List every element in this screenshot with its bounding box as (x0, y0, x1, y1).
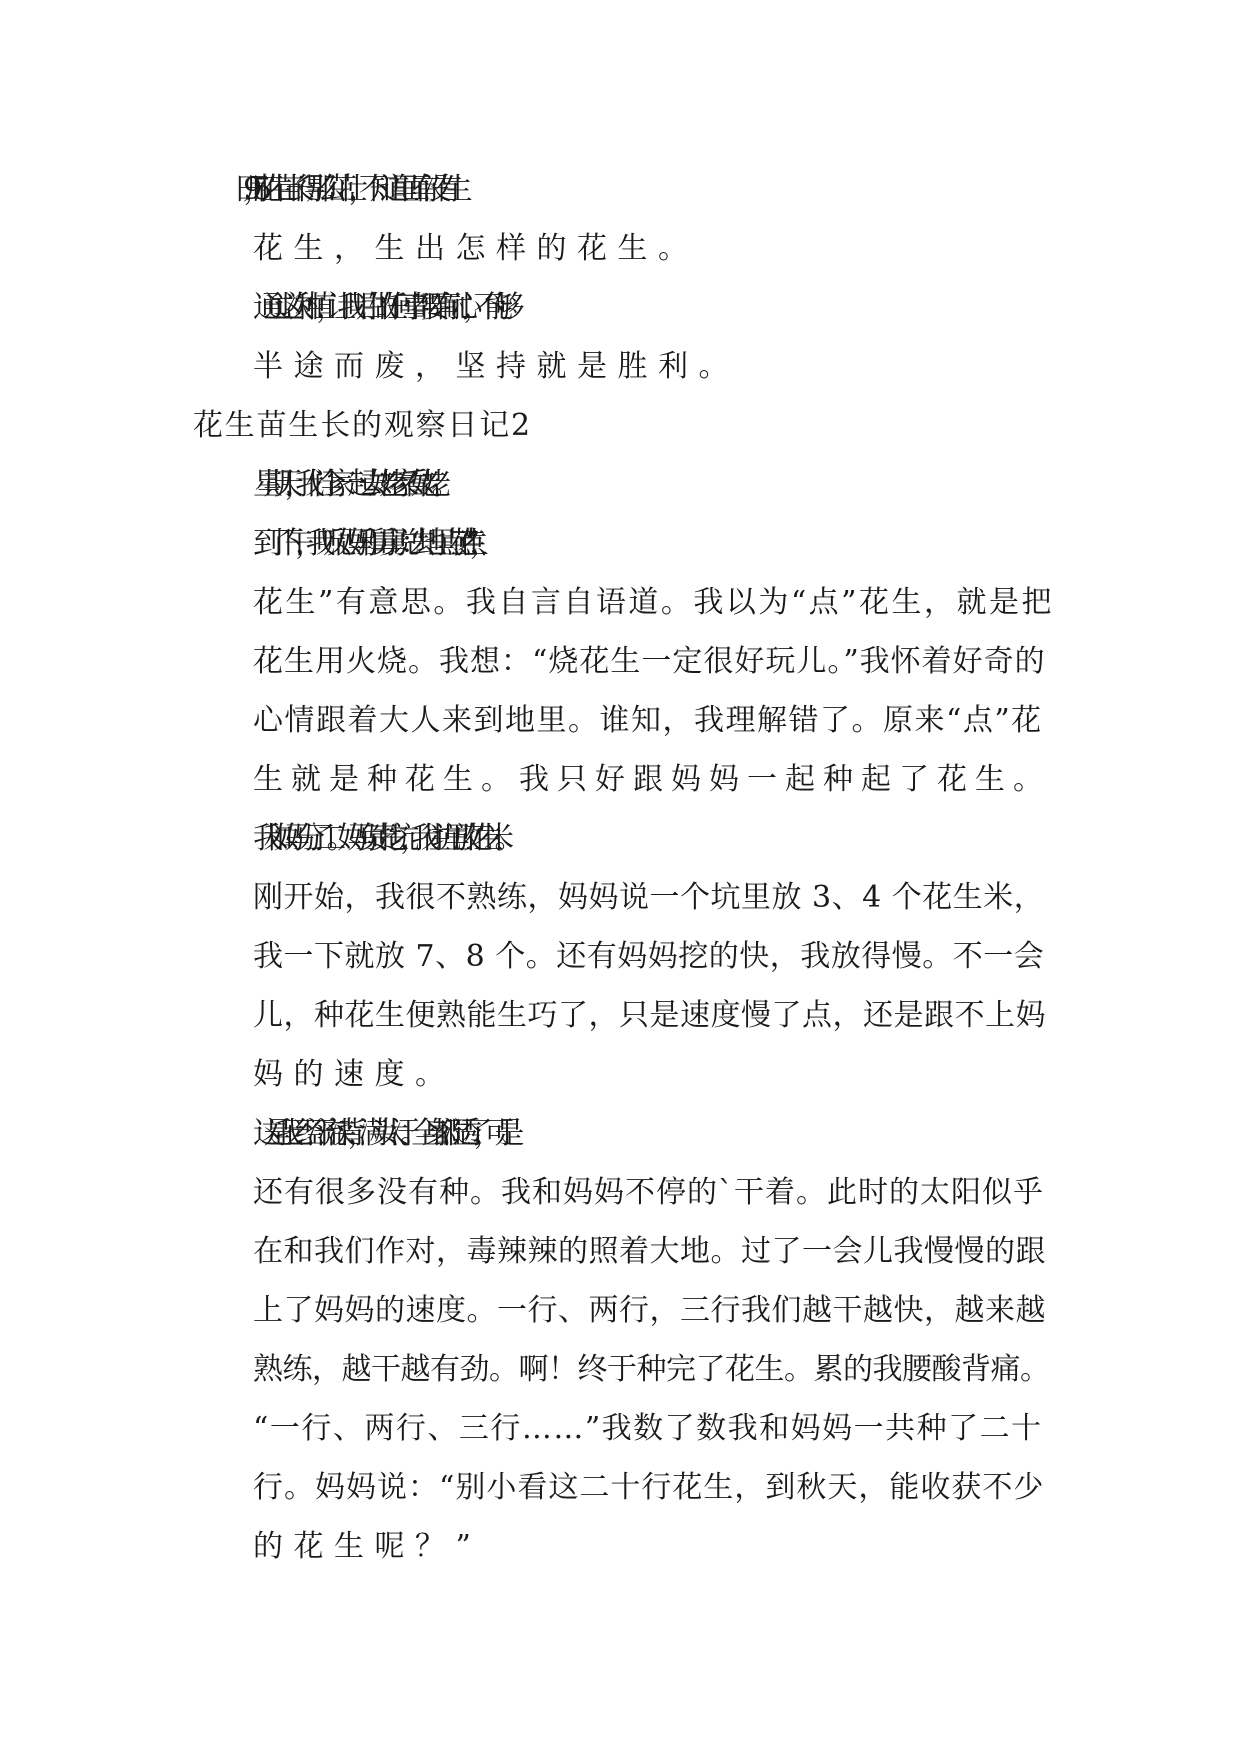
text-line: 生就是种花生。我只好跟妈妈一起种起了花生。 (253, 762, 1051, 797)
text-line: 的花生呢？” (253, 1529, 482, 1564)
text-line: 花生”有意思。我自言自语道。我以为“点”花生，就是把 (253, 585, 1055, 620)
text-line: 还有很多没有种。我和妈妈不停的`干着。此时的太阳似乎 (253, 1175, 1044, 1210)
text-line: 妈的速度。 (253, 1057, 456, 1092)
section-heading (193, 396, 1055, 455)
text-line: 花生用火烧。我想：“烧花生一定很好玩儿。”我怀着好奇的 (253, 644, 1046, 679)
text-line: 儿，种花生便熟能生巧了，只是速度慢了点，还是跟不上妈 (253, 998, 1046, 1033)
text-line: 通过这次种植，让我明白做任何事都要有耐心，不能够 (253, 290, 505, 325)
text-line: 我一下就放 7、8 个。还有妈妈挖的快，我放得慢。不一会 (253, 939, 1045, 974)
text-line: 我和妈妈分了工。妈妈负责挖坑，我往坑里放花生米。 (253, 821, 505, 856)
paragraph (193, 1104, 1055, 1576)
text-line: “一行、两行、三行……”我数了数我和妈妈一共种了二十 (253, 1411, 1043, 1446)
text-line: 5 月 9 日，花生苗长得那么茁壮，不知道里面有没有生 (253, 172, 454, 207)
paragraph (193, 809, 1055, 1104)
text-line: 心情跟着大人来到地里。谁知，我理解错了。原来“点”花 (253, 703, 1043, 738)
text-line: 花生，生出怎样的花生。 (253, 231, 699, 266)
text-line: 星期天，我们全家一起去姥姥家看姥姥。 (253, 467, 442, 502)
text-line: 熟练，越干越有劲。啊！终于种完了花生。累的我腰酸背痛。 (253, 1352, 1050, 1387)
text-line: 在和我们作对，毒辣辣的照着大地。过了一会儿我慢慢的跟 (253, 1234, 1046, 1269)
text-line: 行。妈妈说：“别小看这二十行花生，到秋天，能收获不少 (253, 1470, 1045, 1505)
text-line: 到了下午，我听见妈妈和舅舅说：“去地里点花生，”“点 (253, 526, 468, 561)
text-line: 这是我已经汗流浃背，满头大汗。全身都湿透了，可是 (253, 1116, 505, 1151)
paragraph (193, 455, 1055, 514)
text-line: 上了妈妈的速度。一行、两行，三行我们越干越快，越来越 (253, 1293, 1046, 1328)
paragraph (193, 160, 1055, 278)
paragraph (193, 514, 1055, 809)
text-line: 刚开始，我很不熟练，妈妈说一个坑里放 3、4 个花生米， (253, 880, 1045, 915)
text-line: 半途而废，坚持就是胜利。 (253, 349, 739, 384)
heading-text: 花生苗生长的观察日记2 (193, 408, 532, 443)
document-body (193, 160, 1055, 1576)
paragraph (193, 278, 1055, 396)
